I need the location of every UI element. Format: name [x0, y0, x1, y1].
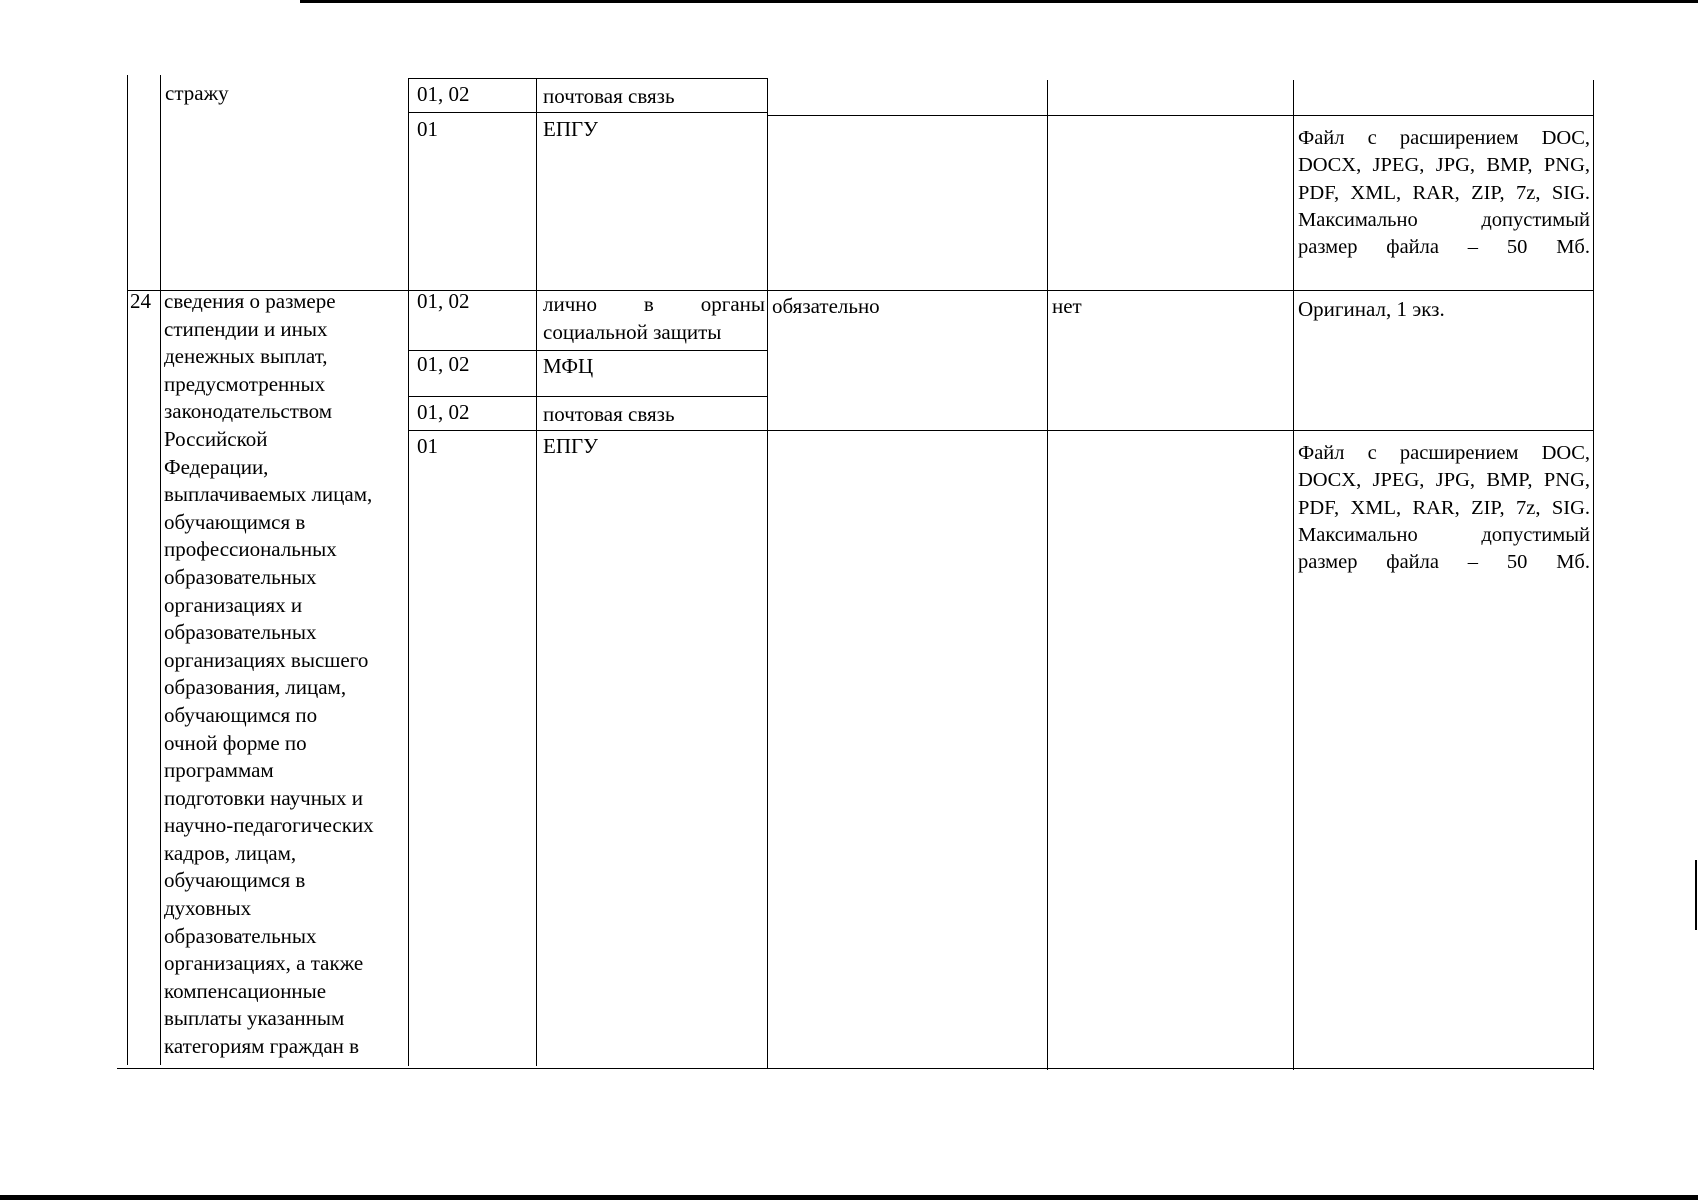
channel-method: ЕПГУ — [543, 434, 599, 458]
row-name-line: духовных — [164, 896, 252, 921]
row-name-line: Федерации, — [164, 454, 269, 479]
row-name-line: кадров, лицам, — [164, 840, 297, 865]
row-name-line: сведения о размере — [164, 289, 336, 313]
col-line-code — [536, 78, 537, 1066]
row-line-top — [408, 78, 768, 79]
row-line-f — [408, 430, 1593, 431]
channel-method: ЕПГУ — [543, 117, 599, 141]
file-note: Файл с расширением DOC, DOCX, JPEG, JPG, BMP, PNG, PDF, XML, RAR, ZIP, 7z, SIG. Максимально допустимый размер файла – 50 Мб. — [1298, 127, 1590, 259]
channel-code: 01, 02 — [417, 352, 470, 376]
row-line-a — [408, 112, 768, 113]
row-name-line: денежных выплат, — [164, 344, 328, 369]
top-edge-line — [300, 0, 1698, 3]
row-name-line: обучающимся по — [164, 702, 318, 727]
channel-method: почтовая связь — [543, 402, 675, 426]
channel-code: 01 — [417, 434, 438, 458]
row-name-line: выплаты указанным — [164, 1006, 345, 1031]
row-name-line: образовательных — [164, 620, 317, 645]
channel-code: 01, 02 — [417, 289, 470, 313]
channel-method-word: органы — [700, 292, 765, 316]
row-name-line: программам — [164, 758, 274, 783]
channel-method: почтовая связь — [543, 84, 675, 108]
row-line-e — [408, 396, 768, 397]
row-name-line: обучающимся в — [164, 509, 306, 534]
row-name-line: организациях и — [164, 592, 303, 617]
row-number: 24 — [130, 289, 151, 313]
col-line-number — [160, 75, 161, 1065]
col-line-name — [408, 78, 409, 1066]
col-line-conditions — [1293, 80, 1294, 1070]
row-name-line: предусмотренных — [164, 371, 326, 396]
conditions-value: нет — [1052, 294, 1082, 318]
row-line-b — [767, 115, 1593, 116]
row-name-line: организациях высшего — [164, 647, 369, 672]
obligation-value: обязательно — [772, 294, 880, 318]
row-line-bottom — [117, 1068, 1593, 1069]
bottom-edge-line — [0, 1195, 1698, 1200]
requirement-value: Оригинал, 1 экз. — [1298, 297, 1445, 321]
row-name-line: образования, лицам, — [164, 675, 347, 700]
channel-method-line — [543, 291, 765, 318]
row-name-line: организациях, а также — [164, 951, 364, 976]
row-name — [164, 288, 408, 1061]
row-name-line: образовательных — [164, 564, 317, 589]
col-line-left — [127, 75, 128, 1065]
channel-method-word: в — [643, 292, 654, 316]
row-name-line: профессиональных — [164, 537, 337, 562]
row-name-line: Российской — [164, 426, 268, 451]
row-name-line: категориям граждан в — [164, 1034, 360, 1059]
row-name-line: компенсационные — [164, 978, 327, 1003]
channel-method: МФЦ — [543, 354, 594, 378]
right-edge-mark — [1695, 860, 1697, 930]
channel-code: 01, 02 — [417, 82, 470, 106]
row-name-fragment: стражу — [165, 81, 229, 105]
channel-code: 01 — [417, 117, 438, 141]
row-name-line: научно-педагогических — [164, 813, 374, 838]
row-name-line: стипендии и иных — [164, 316, 328, 341]
channel-code: 01, 02 — [417, 400, 470, 424]
col-line-right — [1593, 80, 1594, 1070]
row-name-line: образовательных — [164, 923, 317, 948]
file-note: Файл с расширением DOC, DOCX, JPEG, JPG, BMP, PNG, PDF, XML, RAR, ZIP, 7z, SIG. Максимально допустимый размер файла – 50 Мб. — [1298, 442, 1590, 574]
row-name-line: очной форме по — [164, 730, 307, 755]
row-name-line: подготовки научных и — [164, 785, 364, 810]
col-line-obligation — [1047, 80, 1048, 1070]
row-name-line: обучающимся в — [164, 868, 306, 893]
channel-method-line: социальной защиты — [543, 320, 722, 344]
col-line-method — [767, 78, 768, 1068]
row-name-line: законодательством — [164, 399, 333, 424]
row-name-line: выплачиваемых лицам, — [164, 482, 373, 507]
channel-method-word: лично — [543, 292, 598, 316]
